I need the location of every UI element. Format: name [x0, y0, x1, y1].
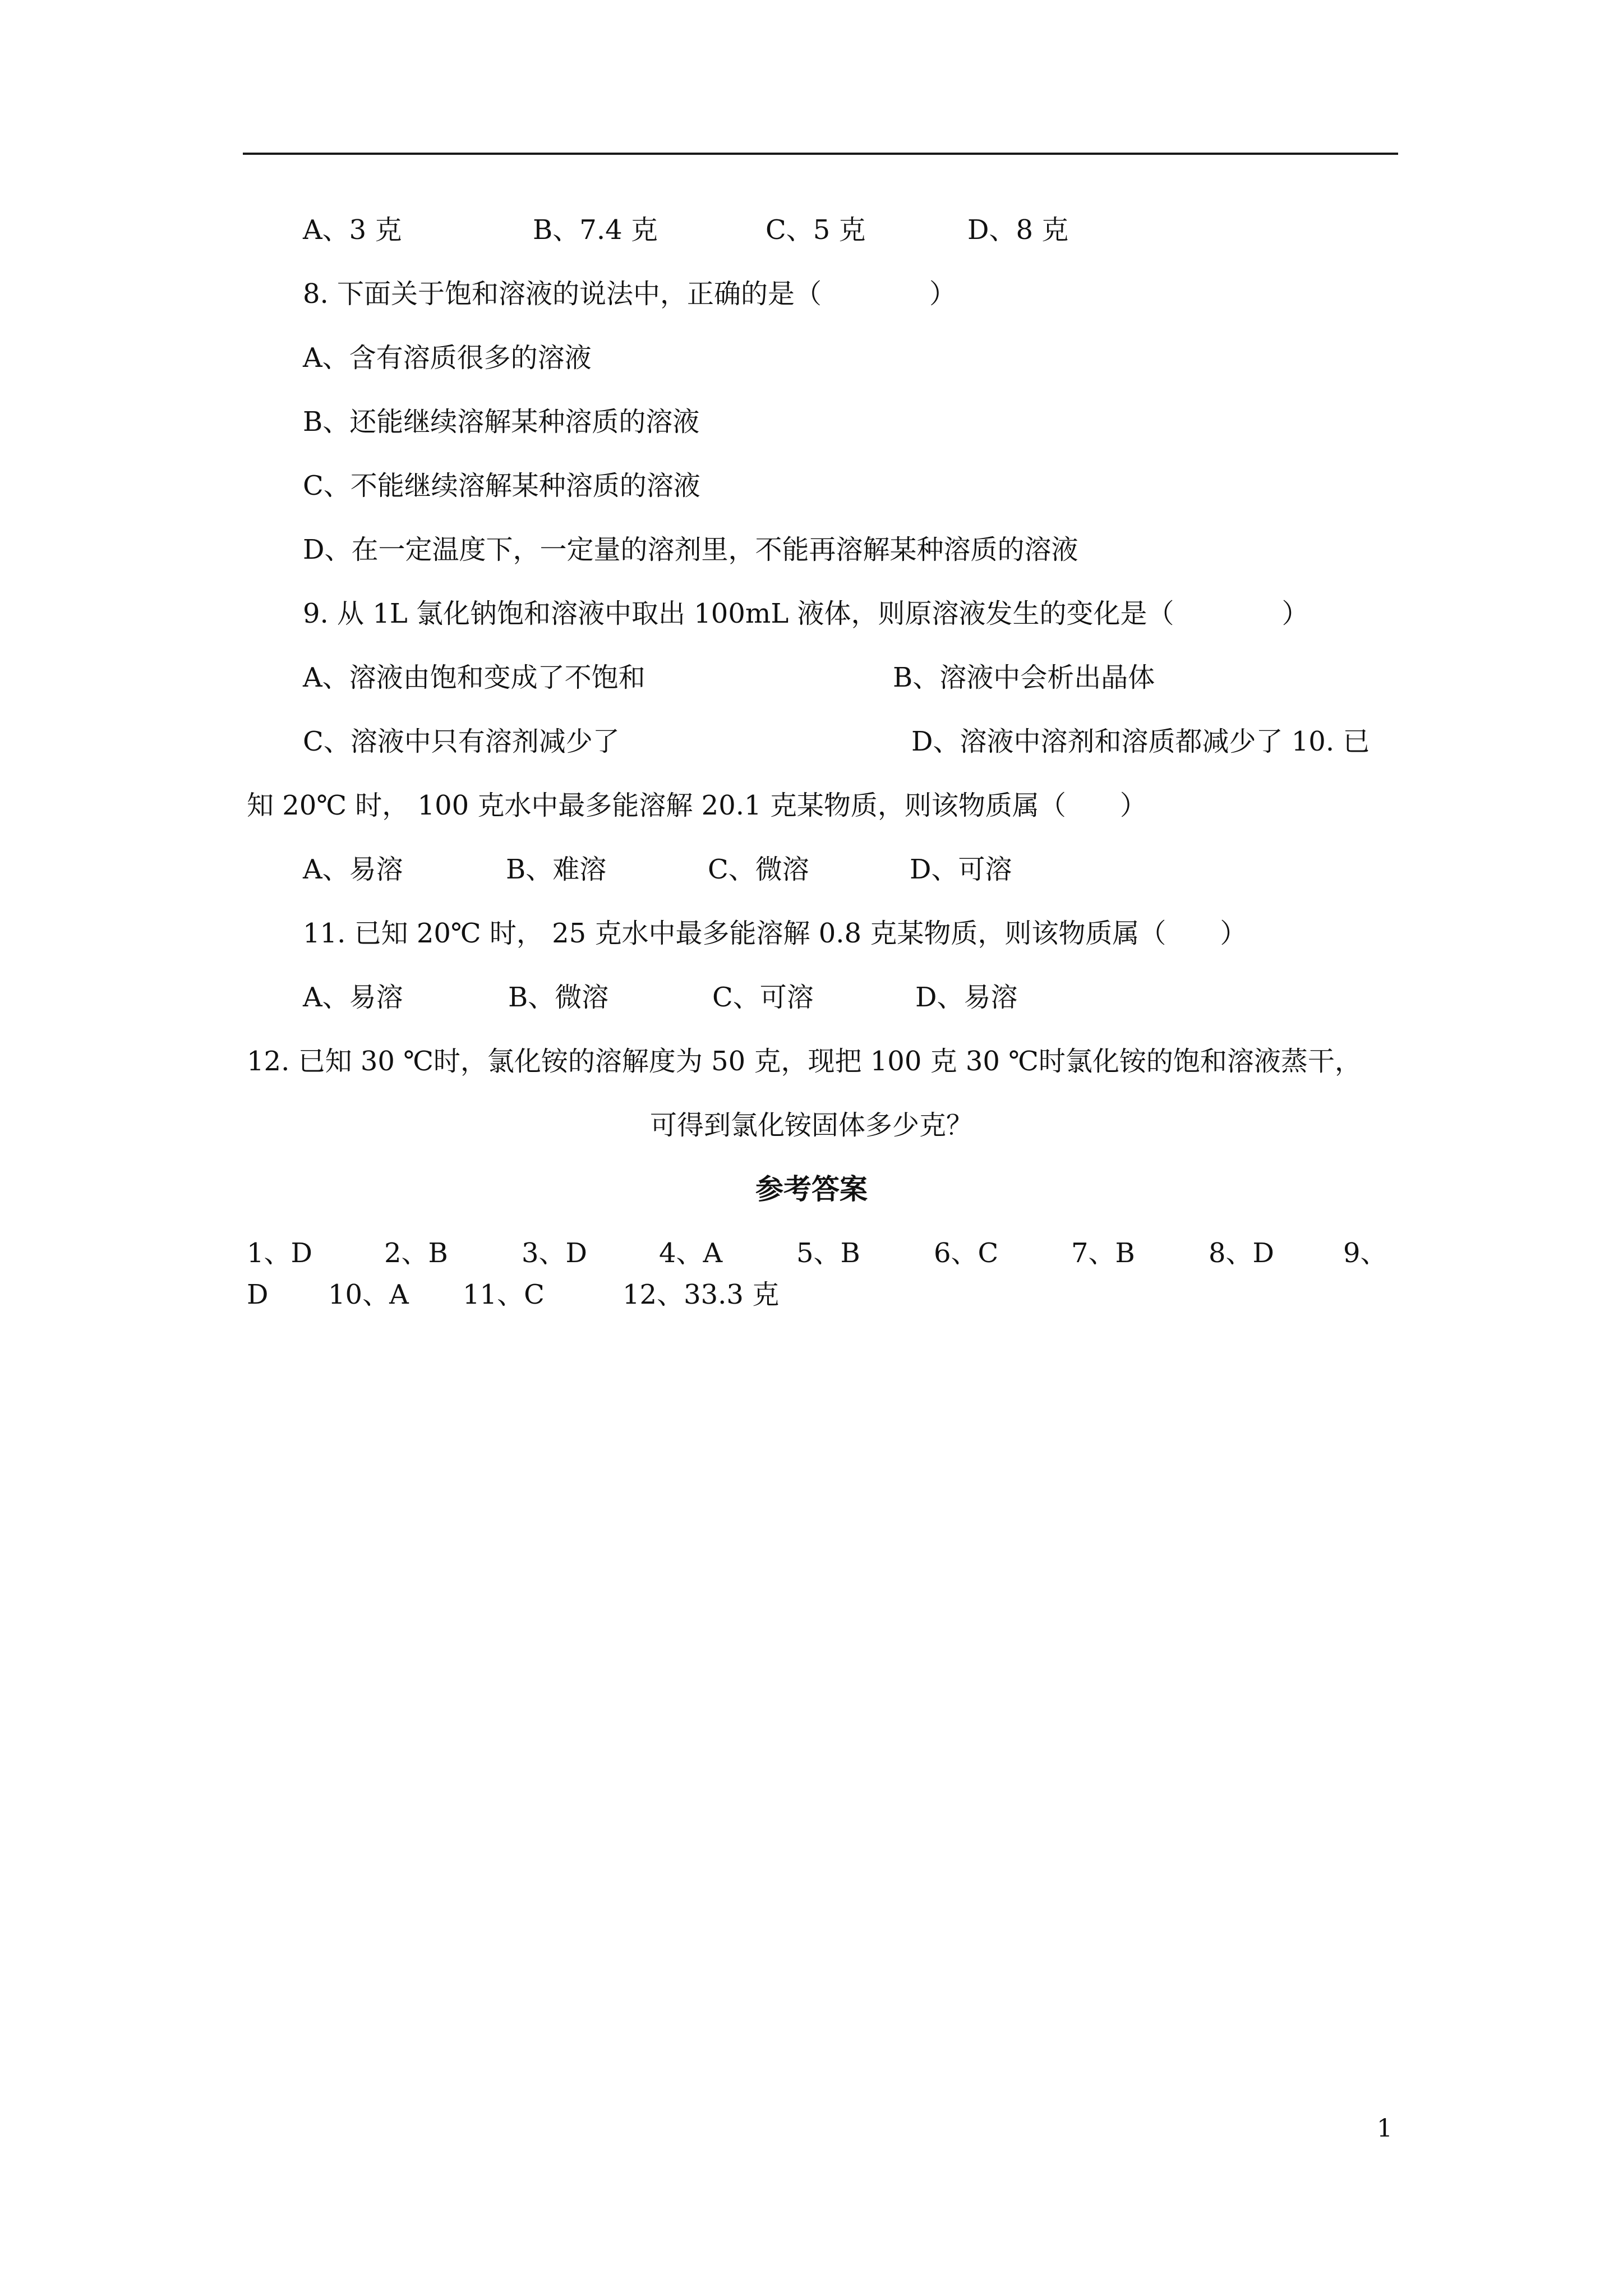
q7-option-d: D、8 克	[967, 214, 1069, 246]
answer-item: 2、B	[384, 1237, 448, 1269]
q10-option-c: C、微溶	[708, 854, 809, 885]
answer-item: 4、A	[659, 1237, 723, 1269]
answer-item: 5、B	[796, 1237, 860, 1269]
answer-item: 3、D	[522, 1237, 588, 1269]
answer-item: 6、C	[934, 1237, 999, 1269]
q9-option-a: A、溶液由饱和变成了不饱和	[303, 662, 645, 693]
q8-option-b: B、还能继续溶解某种溶质的溶液	[303, 406, 700, 438]
q9-stem: 9. 从 1L 氯化钠饱和溶液中取出 100mL 液体，则原溶液发生的变化是（ ）	[303, 598, 1309, 629]
answer-item: 12、33.3 克	[623, 1279, 780, 1310]
answers-heading: 参考答案	[755, 1172, 868, 1205]
answer-item: 10、A	[328, 1279, 409, 1310]
q10-option-d: D、可溶	[910, 854, 1012, 885]
page-number: 1	[1377, 2114, 1393, 2143]
q11-option-c: C、可溶	[712, 982, 814, 1013]
answer-item: 7、B	[1071, 1237, 1135, 1269]
answer-item: 11、C	[463, 1279, 545, 1310]
q7-option-c: C、5 克	[766, 214, 866, 246]
answer-item: D	[247, 1279, 269, 1310]
q8-option-a: A、含有溶质很多的溶液	[303, 342, 592, 374]
answer-item: 1、D	[247, 1237, 313, 1269]
q9-option-d-and-q10-start: D、溶液中溶剂和溶质都减少了 10. 已	[911, 726, 1370, 757]
q10-option-a: A、易溶	[303, 854, 403, 885]
header-rule	[243, 153, 1398, 155]
q9-option-b: B、溶液中会析出晶体	[893, 662, 1155, 693]
q11-stem: 11. 已知 20℃ 时， 25 克水中最多能溶解 0.8 克某物质，则该物质属（ ）	[303, 918, 1247, 949]
q10-option-b: B、难溶	[506, 854, 607, 885]
q8-option-d: D、在一定温度下，一定量的溶剂里，不能再溶解某种溶质的溶液	[303, 534, 1078, 565]
q7-option-b: B、7.4 克	[533, 214, 658, 246]
q11-option-b: B、微溶	[508, 982, 609, 1013]
q11-option-d: D、易溶	[915, 982, 1018, 1013]
q12-line-2: 可得到氯化铵固体多少克？	[649, 1110, 973, 1141]
q12-line-1: 12. 已知 30 ℃时，氯化铵的溶解度为 50 克，现把 100 克 30 ℃时氯化铵的饱和溶液蒸干，	[247, 1046, 1362, 1077]
answer-item: 9、	[1343, 1237, 1387, 1269]
q8-option-c: C、不能继续溶解某种溶质的溶液	[303, 470, 700, 501]
q8-stem: 8. 下面关于饱和溶液的说法中，正确的是（ ）	[303, 278, 957, 310]
q11-option-a: A、易溶	[303, 982, 403, 1013]
answer-item: 8、D	[1209, 1237, 1275, 1269]
q7-option-a: A、3 克	[303, 214, 402, 246]
q9-option-c: C、溶液中只有溶剂减少了	[303, 726, 620, 757]
q10-stem: 知 20℃ 时， 100 克水中最多能溶解 20.1 克某物质，则该物质属（ ）	[247, 790, 1147, 821]
